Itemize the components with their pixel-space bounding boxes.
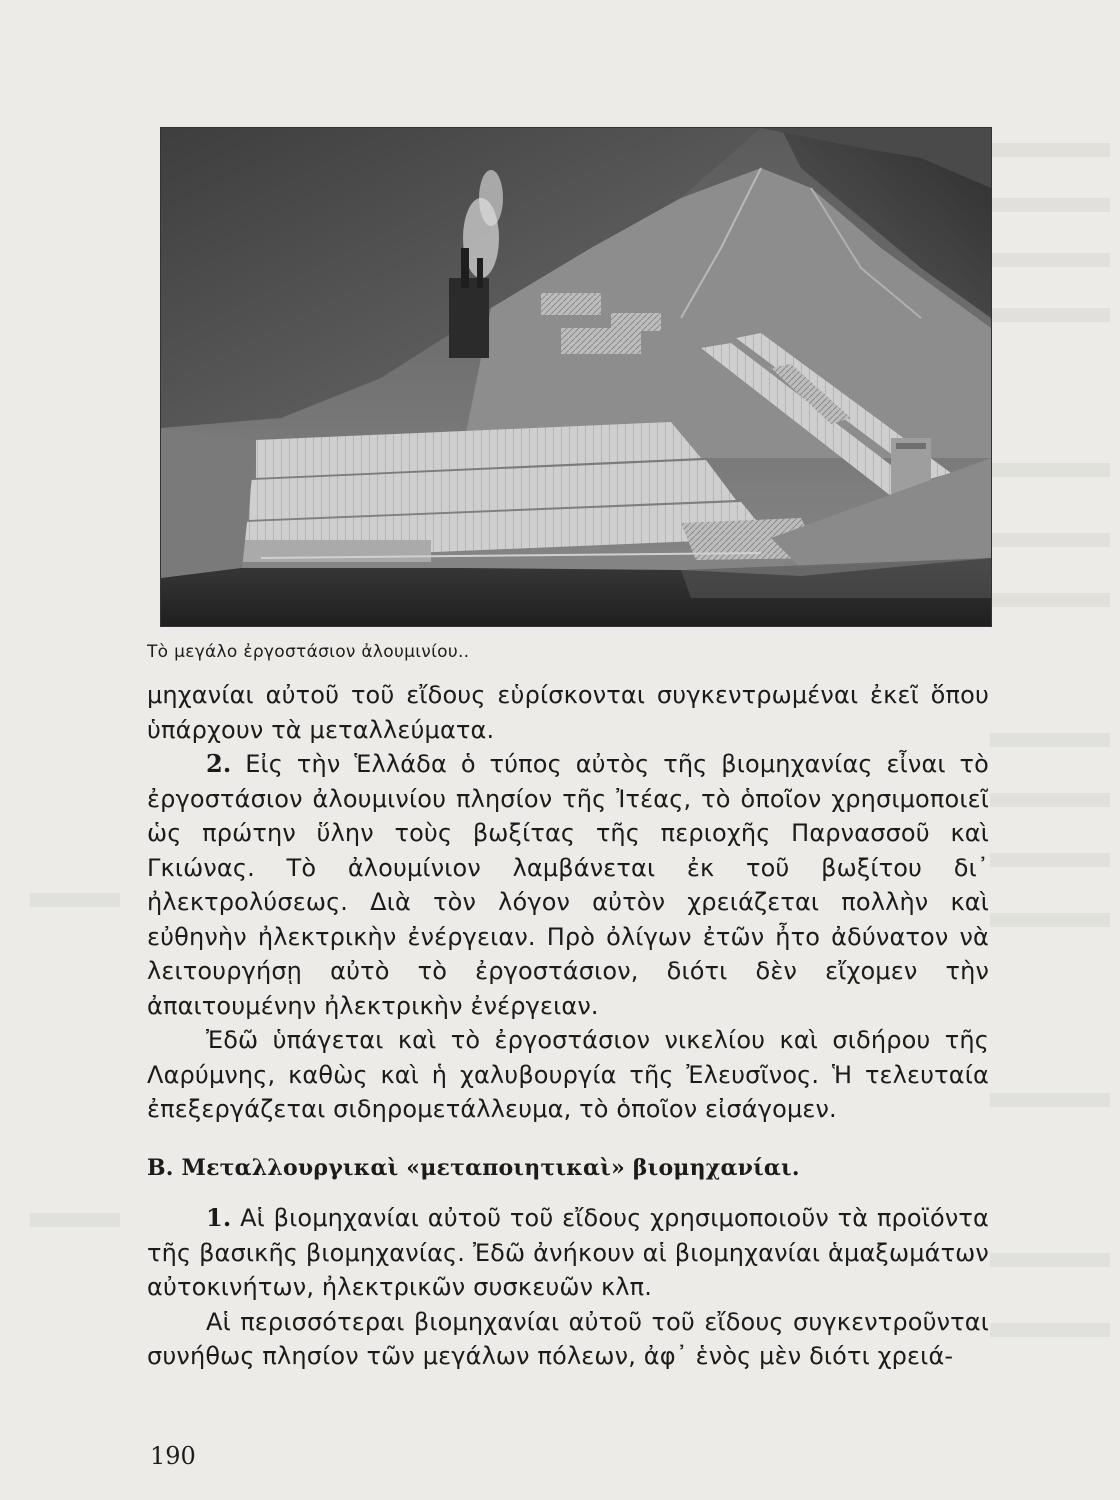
paragraph-continuation: μηχανίαι αὐτοῦ τοῦ εἴδους εὑρίσκονται συγκεντρωμέναι ἐκεῖ ὅπου ὑπάρχουν τὰ μεταλλεύματα. [147,681,989,744]
paragraph-text: Αἱ βιομηχανίαι αὐτοῦ τοῦ εἴδους χρησιμοποιοῦν τὰ προϊόντα τῆς βασικῆς βιομηχανίας. Ἐδῶ ἀνήκουν αἱ βιομηχανίαι ἁμαξωμάτων αὐτοκινήτων, ἠλεκτρικῶν συσκευῶν κλπ. [147,1204,989,1301]
factory-photograph [160,127,992,627]
figure-caption: Τὸ μεγάλο ἐργοστάσιον ἀλουμινίου.. [147,642,470,662]
paragraph-text: Εἰς τὴν Ἑλλάδα ὁ τύπος αὐτὸς τῆς βιομηχανίας εἶναι τὸ ἐργοστάσιον ἀλουμινίου πλησίον τῆς Ἰτέας, τὸ ὁποῖον χρησιμοποιεῖ ὡς πρώτην ὕλην τοὺς βωξίτας τῆς περιοχῆς Παρνασσοῦ καὶ Γκιώνας. Τὸ ἀλουμίνιον λαμβάνεται ἐκ τοῦ βωξίτου δι᾽ ἠλεκτρολύσεως. Διὰ τὸν λόγον αὐτὸν χρειάζεται πολλὴν καὶ εὐθηνὴν ἠλεκτρικὴν ἐνέργειαν. Πρὸ ὀλίγων ἐτῶν ἦτο ἀδύνατον νὰ λειτουργήσῃ αὐτὸ τὸ ἐργοστάσιον, διότι δὲν εἴχομεν τὴν ἀπαιτουμένην ἠλεκτρικὴν ἐνέργειαν. [147,750,989,1020]
body-text [147,678,989,1374]
paragraph-1 [147,1201,989,1305]
paragraph-number: 1. [206,1203,232,1232]
paragraph-2 [147,747,989,1023]
aerial-factory-image [161,128,991,626]
paragraph-cities: Αἱ περισσότεραι βιομηχανίαι αὐτοῦ τοῦ εἴδους συγκεντροῦνται συνήθως πλησίον τῶν μεγάλων πόλεων, ἀφ᾽ ἑνὸς μὲν διότι χρειά- [147,1307,989,1370]
paragraph-larymna: Ἐδῶ ὑπάγεται καὶ τὸ ἐργοστάσιον νικελίου καὶ σιδήρου τῆς Λαρύμνης, καθὼς καὶ ἡ χαλυβουργία τῆς Ἐλευσῖνος. Ἡ τελευταία ἐπεξεργάζεται σιδηρομετάλλευμα, τὸ ὁποῖον εἰσάγομεν. [147,1026,989,1123]
paragraph-number: 2. [206,749,232,778]
page-number: 190 [150,1442,196,1470]
section-heading: Β. Μεταλλουργικαὶ «μεταποιητικαὶ» βιομηχανίαι. [147,1154,800,1181]
